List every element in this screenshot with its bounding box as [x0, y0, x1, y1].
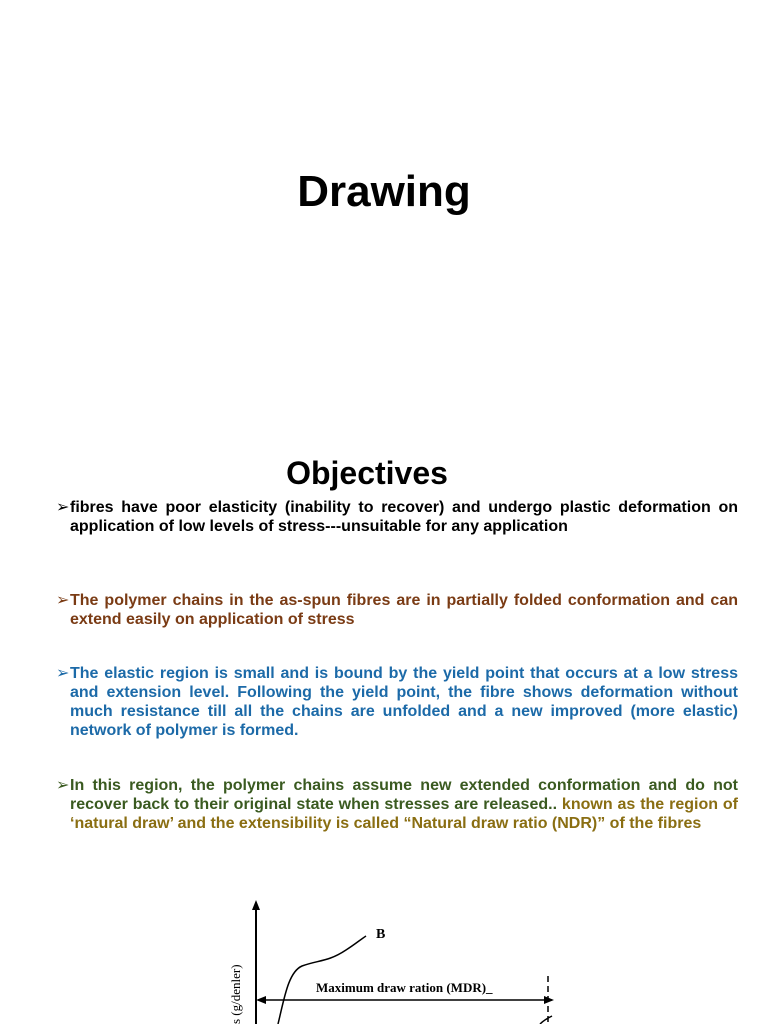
bullet-text-highlight: known as the region of ‘natural draw’ and the extensibility is called “Natural draw ratio (NDR)” of the fibres: [70, 796, 739, 832]
point-b-label: B: [376, 927, 386, 942]
bullet-arrow-icon: ➢: [56, 592, 70, 609]
mdr-arrowhead-right: [544, 996, 554, 1004]
mdr-label: Maximum draw ration (MDR)_: [316, 980, 493, 995]
bullet-arrow-icon: ➢: [56, 499, 70, 516]
bullet-text: The elastic region is small and is bound by the yield point that occurs at a low stress and extension level. Following the yield point, the fibre shows deformation without much resistance till all the chains are unfolded and a new improved (more elastic) network of polymer is formed.: [70, 665, 738, 739]
mdr-arrowhead-left: [256, 996, 266, 1004]
bullet-text: In this region, the polymer chains assume new extended conformation and do not recover back to their original state when stresses are released..: [70, 777, 738, 813]
y-axis-arrowhead: [252, 900, 260, 910]
bullet-text: The polymer chains in the as-spun fibres are in partially folded conformation and can extend easily on application of stress: [70, 592, 738, 628]
curve-end-fragment: [540, 1016, 552, 1024]
bullet-item: [56, 776, 738, 833]
bullet-text: fibres have poor elasticity (inability to recover) and undergo plastic deformation on application of low levels of stress---unsuitable for any application: [70, 499, 738, 535]
slide-title: Drawing: [297, 167, 471, 216]
objectives-heading: Objectives: [286, 455, 448, 491]
bullet-arrow-icon: ➢: [56, 777, 70, 794]
y-axis-label: s (g/denler): [228, 964, 243, 1024]
bullet-item: [56, 591, 738, 629]
bullet-item: [56, 664, 738, 740]
bullet-item: [56, 498, 738, 536]
bullet-arrow-icon: ➢: [56, 665, 70, 682]
stress-strain-figure: [210, 892, 580, 1024]
